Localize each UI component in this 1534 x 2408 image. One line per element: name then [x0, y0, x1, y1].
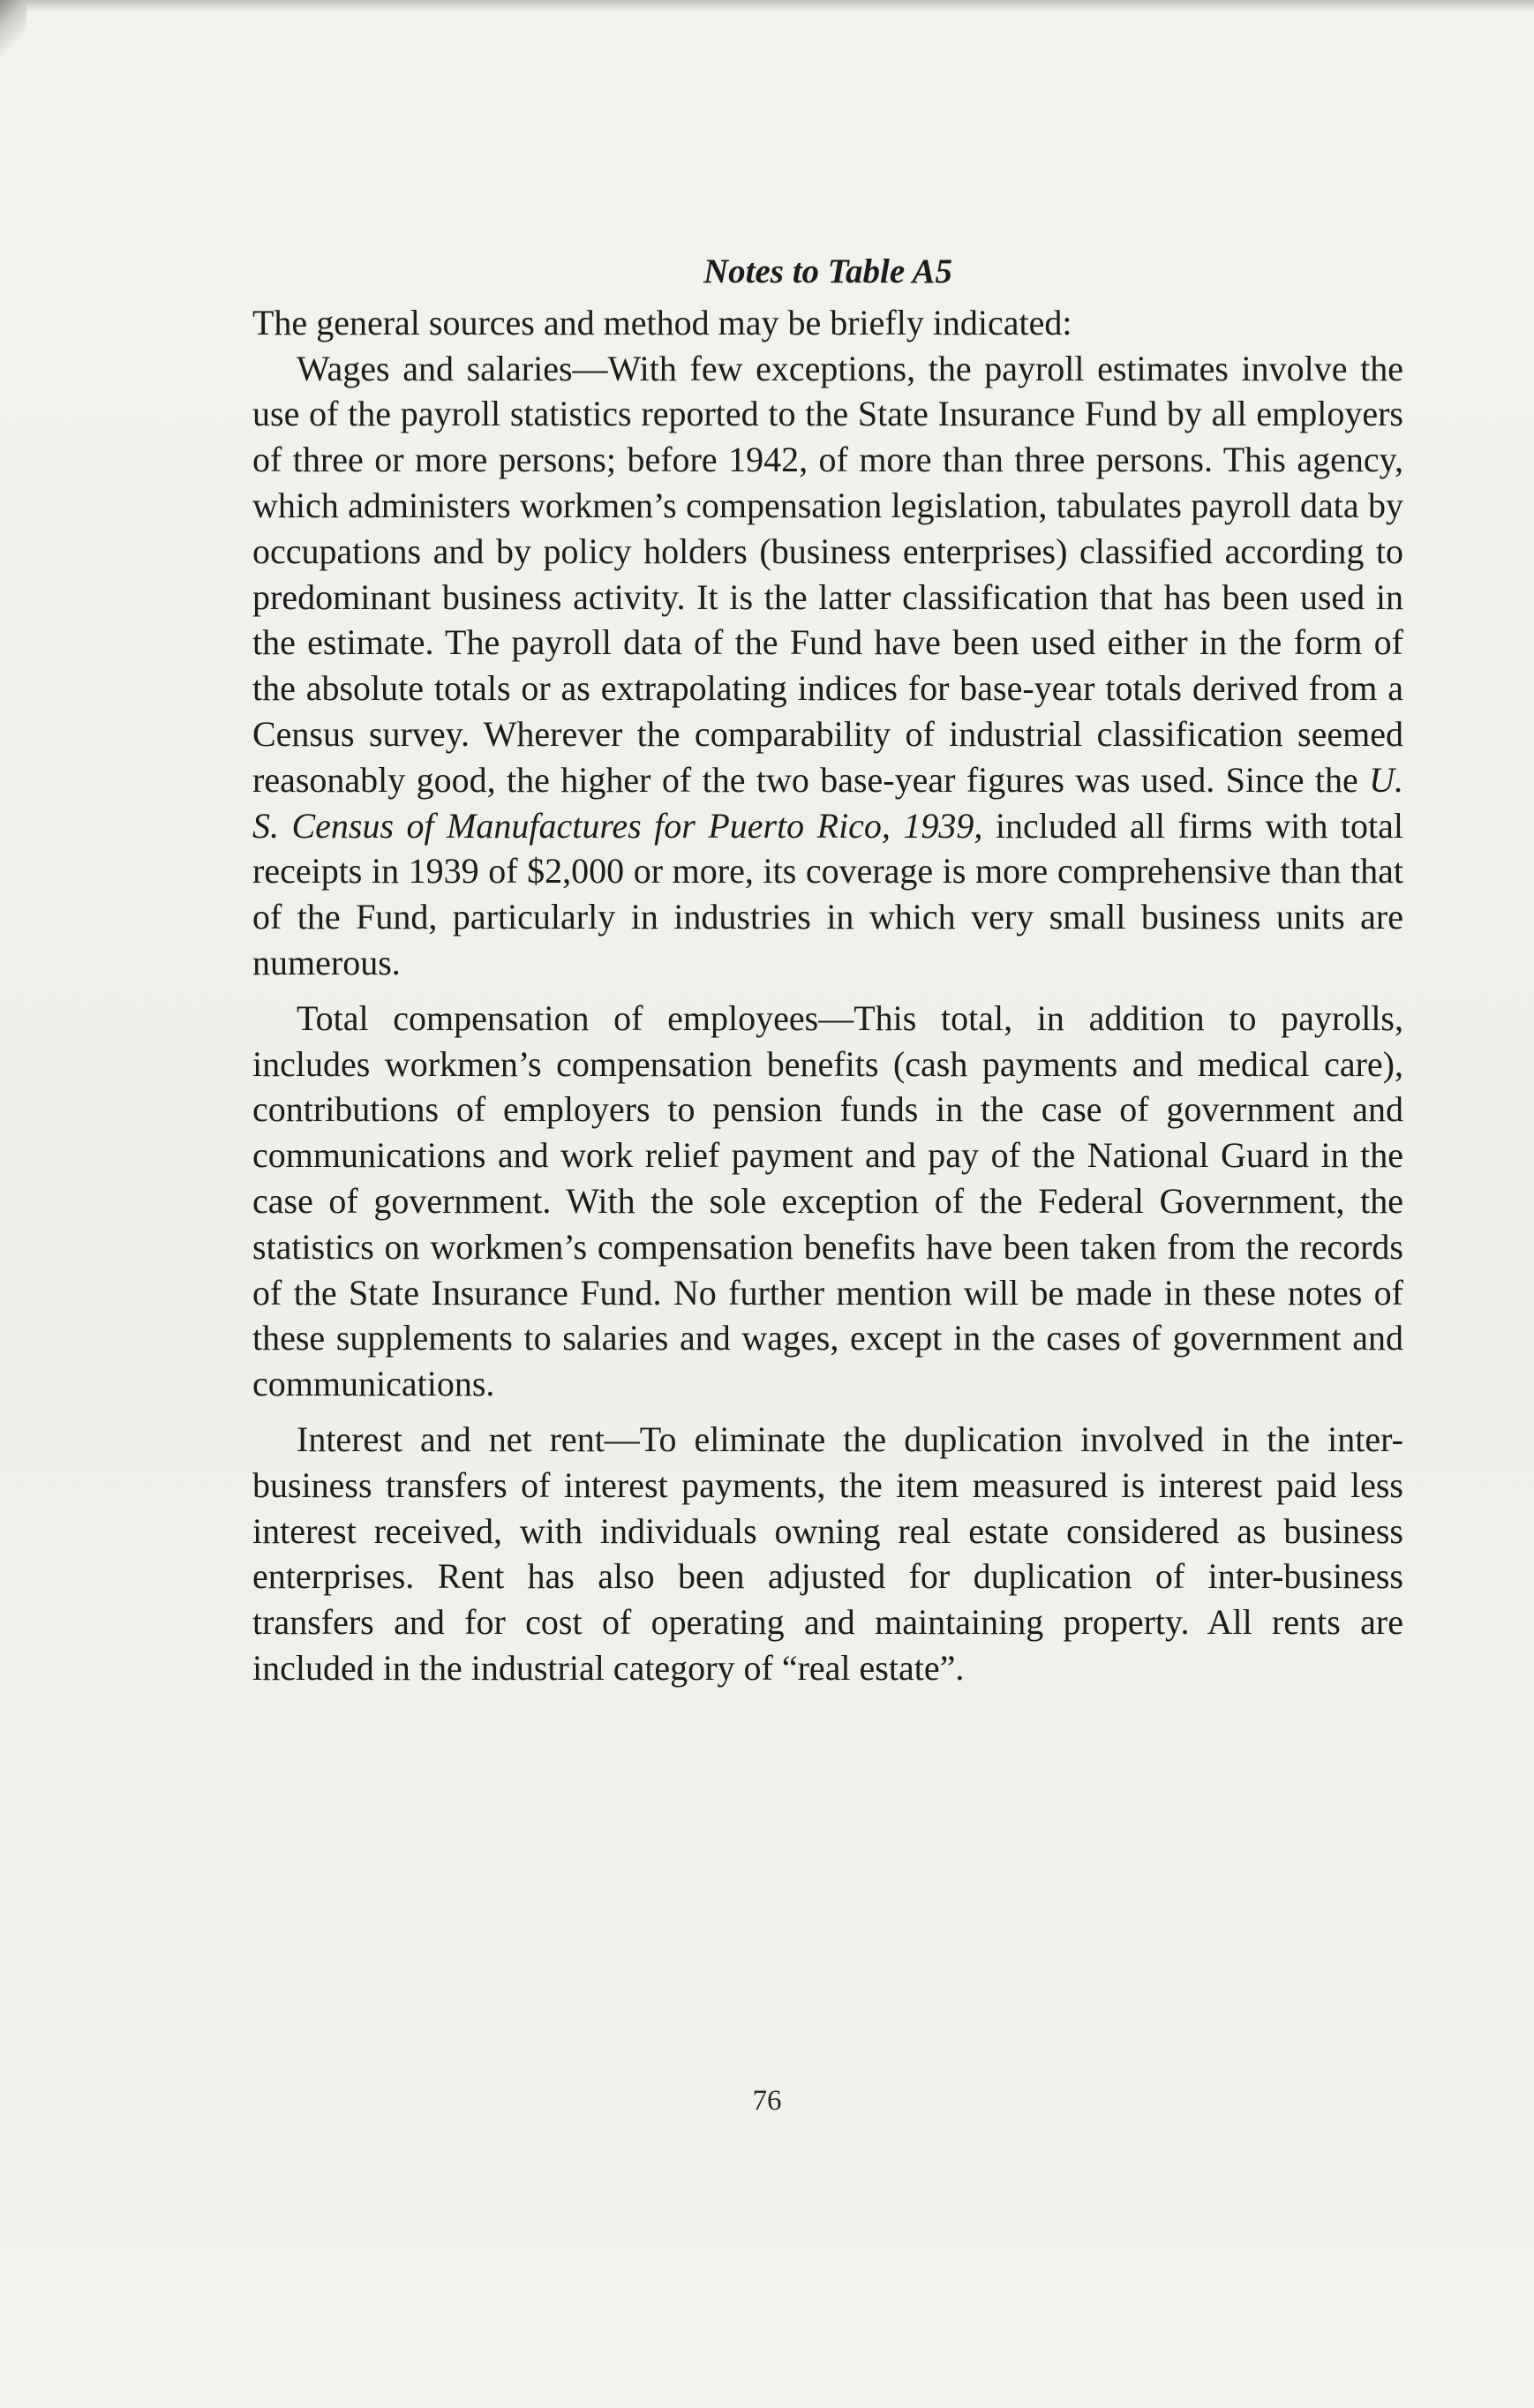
intro-sentence: The general sources and method may be briefly indicated:: [252, 302, 1072, 342]
notes-text-block: [252, 249, 1403, 1691]
page-top-edge: [0, 0, 1534, 12]
census-citation: U. S. Census of Manufactures for Puerto Rico, 1939,: [252, 759, 1403, 846]
paragraph-wages-text-before: Wages and salaries—With few exceptions, the payroll estimates involve the use of the payroll statistics reported to the State Insurance Fund by all employers of three or more persons; before 1942, of more than three persons. This agency, which administers workmen’s compensation legislation, tabulates payroll data by occupations and by policy holders (business enterprises) classified according to predominant business activity. It is the latter classification that has been used in the estimate. The payroll data of the Fund have been used either in the form of the absolute totals or as extrapolating indices for base-year totals derived from a Census survey. Wherever the comparability of industrial classification seemed reasonably good, the higher of the two base-year figures was used. Since the: [252, 348, 1403, 800]
paragraph-interest-and-rent: Interest and net rent—To eliminate the duplication involved in the inter-business transfers of interest payments, the item measured is interest paid less interest received, with individuals owning real estate considered as business enterprises. Rent has also been adjusted for duplication of inter-business transfers and for cost of operating and maintaining property. All rents are included in the industrial category of “real estate”.: [252, 1418, 1403, 1688]
page-corner-shadow: [0, 0, 26, 62]
page-number: 76: [752, 2085, 782, 2117]
paragraph-total-compensation: Total compensation of employees—This total, in addition to payrolls, includes workmen’s compensation benefits (cash payments and medical care), contributions of employers to pension funds in the case of government and communications and work relief payment and pay of the National Guard in the case of government. With the sole exception of the Federal Government, the statistics on workmen’s compensation benefits have been taken from the records of the State Insurance Fund. No further mention will be made in these notes of these supplements to salaries and wages, except in the cases of government and communications.: [252, 997, 1403, 1404]
notes-title: Notes to Table A5: [703, 252, 953, 290]
paragraph-wages-and-salaries: [252, 346, 1403, 986]
paragraph-wages-text-after: included all firms with total receipts in 1939 of $2,000 or more, its coverage is more comprehensive than that of the Fund, particularly in industries in which very small business units are numerous.: [252, 805, 1403, 982]
